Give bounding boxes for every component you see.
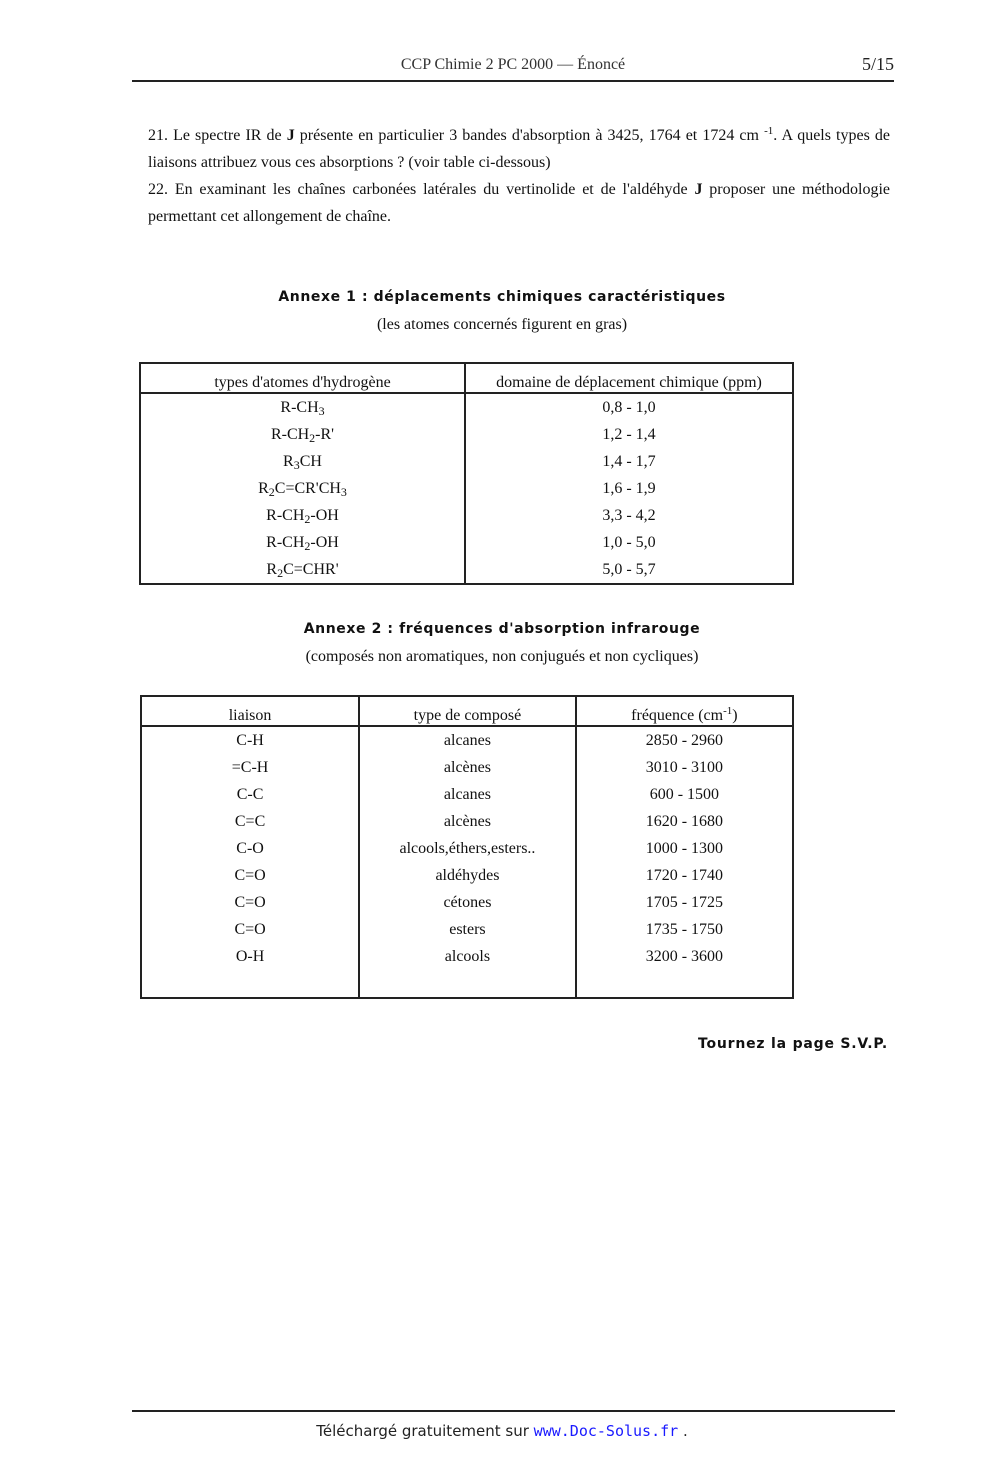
table-row (141, 726, 793, 754)
hydrogen-type-cell: $R-CH_2-OH$ (140, 529, 465, 556)
question-22: 22. En examinant les chaînes carbonées latérales du vertinolide et de l'aldéhyde J proposer une méthodologie permettant cet allongement de chaîne. (148, 181, 890, 225)
compound-cell: alcools,éthers,esters.. (359, 835, 576, 862)
annex2-title: Annexe 2 : fréquences d'absorption infrarouge (303, 621, 701, 637)
table-row (140, 529, 793, 556)
table-row (140, 393, 793, 421)
hydrogen-type-cell: $R_2C=CR'CH_3$ (140, 475, 465, 502)
column-header: domaine de déplacement chimique (ppm) (465, 363, 793, 393)
footer-link[interactable]: www.Doc-Solus.fr (533, 1422, 679, 1440)
bond-cell: C-C (141, 781, 359, 808)
bond-cell: C=O (141, 889, 359, 916)
annex2-table (140, 695, 794, 999)
hydrogen-type-cell: $R-CH_3$ (140, 393, 465, 421)
shift-range-cell: 0,8 - 1,0 (465, 393, 793, 421)
frequency-cell: 1720 - 1740 (576, 862, 793, 889)
hydrogen-type-cell: $R_2C=CHR'$ (140, 556, 465, 584)
column-header: fréquence $(cm^{-1})$ (576, 696, 793, 726)
turn-page-note: Tournez la page S.V.P. (697, 1036, 888, 1052)
shift-range-cell: 1,2 - 1,4 (465, 421, 793, 448)
table-row (141, 889, 793, 916)
bond-cell: =C-H (141, 754, 359, 781)
footer: Téléchargé gratuitement sur www.Doc-Solus.fr . (316, 1422, 688, 1440)
bond-cell: O-H (141, 943, 359, 970)
table-row (141, 781, 793, 808)
page-number: 5/15 (861, 54, 894, 74)
table-row (140, 502, 793, 529)
question-21: 21. Le spectre IR de J présente en particulier 3 bandes d'absorption à 3425, 1764 et 1724 cm $^{-1}$. A quels types de liaisons attribuez vous ces absorptions ? (voir table ci-dessous) (148, 125, 891, 171)
compound-cell: alcènes (359, 808, 576, 835)
column-header: liaison (141, 696, 359, 726)
footer-rule (132, 1410, 895, 1412)
table-row (140, 421, 793, 448)
compound-cell: alcanes (359, 726, 576, 754)
shift-range-cell: 3,3 - 4,2 (465, 502, 793, 529)
compound-cell: alcènes (359, 754, 576, 781)
shift-range-cell: 1,4 - 1,7 (465, 448, 793, 475)
frequency-cell: 3010 - 3100 (576, 754, 793, 781)
bond-cell: C=O (141, 862, 359, 889)
hydrogen-type-cell: $R-CH_2-OH$ (140, 502, 465, 529)
frequency-cell: 2850 - 2960 (576, 726, 793, 754)
table-row (141, 808, 793, 835)
table-row (140, 475, 793, 502)
table-row (140, 448, 793, 475)
annex1-table (139, 362, 794, 585)
shift-range-cell: 1,6 - 1,9 (465, 475, 793, 502)
bond-cell: C-H (141, 726, 359, 754)
hydrogen-type-cell: $R-CH_2-R'$ (140, 421, 465, 448)
questions-block (148, 122, 890, 230)
column-header: type de composé (359, 696, 576, 726)
table-row (141, 862, 793, 889)
table-row-empty (141, 970, 793, 998)
table-header-row (140, 363, 793, 393)
shift-range-cell: 1,0 - 5,0 (465, 529, 793, 556)
page-header (132, 54, 894, 82)
annex1-title: Annexe 1 : déplacements chimiques caractéristiques (278, 289, 726, 305)
table-row (141, 754, 793, 781)
compound-cell: alcanes (359, 781, 576, 808)
compound-cell: esters (359, 916, 576, 943)
bond-cell: C=C (141, 808, 359, 835)
table-row (141, 916, 793, 943)
compound-cell: cétones (359, 889, 576, 916)
header-title: CCP Chimie 2 PC 2000 — Énoncé (400, 56, 626, 73)
frequency-cell: 3200 - 3600 (576, 943, 793, 970)
frequency-cell: 1000 - 1300 (576, 835, 793, 862)
bond-cell: C=O (141, 916, 359, 943)
table-header-row (141, 696, 793, 726)
annex2-subtitle: (composés non aromatiques, non conjugués et non cycliques) (305, 648, 699, 665)
bond-cell: C-O (141, 835, 359, 862)
compound-cell: aldéhydes (359, 862, 576, 889)
compound-cell: alcools (359, 943, 576, 970)
frequency-cell: 1705 - 1725 (576, 889, 793, 916)
table-row (140, 556, 793, 584)
frequency-cell: 1620 - 1680 (576, 808, 793, 835)
frequency-cell: 600 - 1500 (576, 781, 793, 808)
shift-range-cell: 5,0 - 5,7 (465, 556, 793, 584)
table-row (141, 835, 793, 862)
frequency-cell: 1735 - 1750 (576, 916, 793, 943)
annex1-subtitle: (les atomes concernés figurent en gras) (376, 316, 628, 333)
table-row (141, 943, 793, 970)
hydrogen-type-cell: $R_3CH$ (140, 448, 465, 475)
column-header: types d'atomes d'hydrogène (140, 363, 465, 393)
